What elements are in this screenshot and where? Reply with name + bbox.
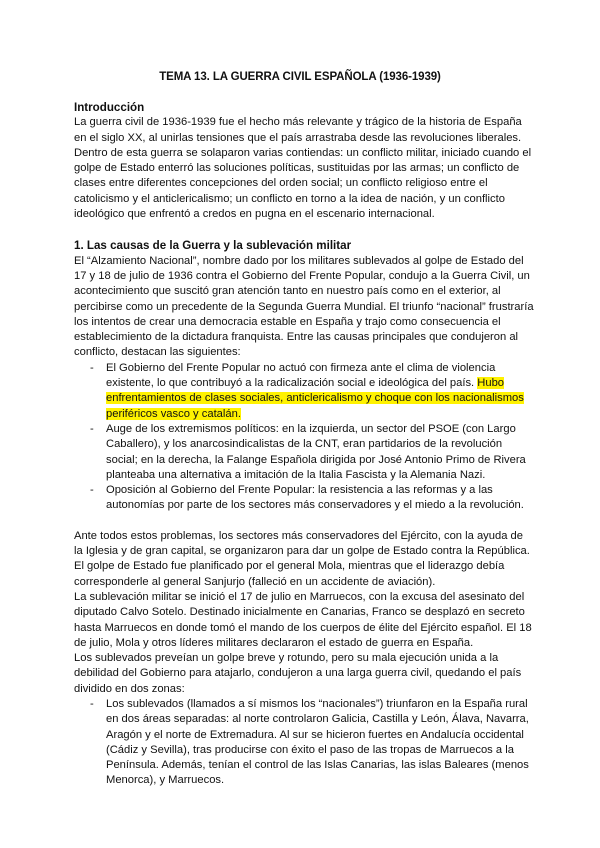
cause-item-1	[74, 361, 534, 422]
intro-paragraph: La guerra civil de 1936-1939 fue el hecho más relevante y trágico de la historia de España en el siglo XX, al unirlas tensiones que el país arrastraba desde las revoluciones liberales. Dentro de esta guerra se solaparon varias contiendas: un conflicto militar, iniciado cuando el golpe de Estado enterró las soluciones políticas, sustituidas por las armas; un conflicto de clases entre diferentes concepciones del orden social; un conflicto religioso entre el catolicismo y el anticlericalismo; un conflicto en torno a la idea de nación, y un conflicto ideológico que enfrentó a credos en pugna en el escenario internacional.	[74, 116, 532, 221]
document-title: TEMA 13. LA GUERRA CIVIL ESPAÑOLA (1936-1939)	[159, 71, 441, 83]
document-body	[74, 100, 534, 789]
highlighted-text: Hubo enfrentamientos de clases sociales, anticlericalismo y choque con los nacionalismos periféricos vasco y catalán.	[106, 377, 524, 420]
causes-list	[74, 361, 534, 514]
zone-item-1: - Los sublevados (llamados a sí mismos los “nacionales”) triunfaron en la España rural en dos áreas separadas: al norte controlaron Galicia, Castilla y León, Álava, Navarra, Aragón y el norte de Extremadura. Al sur se hicieron fuertes en Andalucía occidental (Cádiz y Sevilla), tras producirse con éxito el paso de las tropas de Marruecos a la Península. Además, tenían el control de las Islas Canarias, las islas Baleares (menos Menorca), y Marruecos.	[74, 697, 534, 789]
cause-item-2: - Auge de los extremismos políticos: en la izquierda, un sector del PSOE (con Largo Caballero), y los anarcosindicalistas de la CNT, eran partidarios de la revolución social; en la derecha, la Falange Española dirigida por José Antonio Primo de Rivera planteaba una alternativa a imitación de la Italia Fascista y la Alemania Nazi.	[74, 422, 534, 483]
zones-list	[74, 697, 534, 789]
cause-item-1-text: El Gobierno del Frente Popular no actuó con firmeza ante el clima de violencia existente, lo que contribuyó a la radicalización social e ideológica del país.	[106, 361, 496, 390]
cause-item-3: - Oposición al Gobierno del Frente Popular: la resistencia a las reformas y a las autonomías por parte de los sectores más conservadores y el miedo a la revolución.	[74, 483, 534, 514]
section-1-paragraph-2: Ante todos estos problemas, los sectores más conservadores del Ejército, con la ayuda de la Iglesia y de gran capital, se organizaron para dar un golpe de Estado contra la República. El golpe de Estado fue planificado por el general Mola, mientras que el liderazgo debía corresponderle al general Sanjurjo (falleció en un accidente de aviación).	[74, 529, 530, 588]
section-1-paragraph-3: La sublevación militar se inició el 17 de julio en Marruecos, con la excusa del asesinato del diputado Calvo Sotelo. Destinado inicialmente en Canarias, Franco se desplazó en secreto hasta Marruecos en donde tomó el mando de los cuerpos de élite del Ejército español. El 18 de julio, Mola y otros líderes militares declararon el estado de guerra en España.	[74, 590, 532, 649]
intro-heading: Introducción	[74, 101, 145, 114]
section-1-paragraph-4: Los sublevados preveían un golpe breve y rotundo, pero su mala ejecución unida a la debilidad del Gobierno para atajarlo, condujeron a una larga guerra civil, quedando el país dividido en dos zonas:	[74, 652, 522, 695]
section-1-heading: 1. Las causas de la Guerra y la sublevación militar	[74, 239, 352, 253]
section-1-paragraph-1: El “Alzamiento Nacional”, nombre dado por los militares sublevados al golpe de Estado del 17 y 18 de julio de 1936 contra el Gobierno del Frente Popular, condujo a la Guerra Civil, un acontecimiento que suscitó gran atención tanto en nuestro país como en el exterior, al percibirse como un precedente de la Segunda Guerra Mundial. El triunfo “nacional” frustraría los intentos de crear una democracia estable en España y trajo como consecuencia el establecimiento de la dictadura franquista. Entre las causas principales que condujeron al conflicto, destacan las siguientes:	[74, 254, 534, 359]
